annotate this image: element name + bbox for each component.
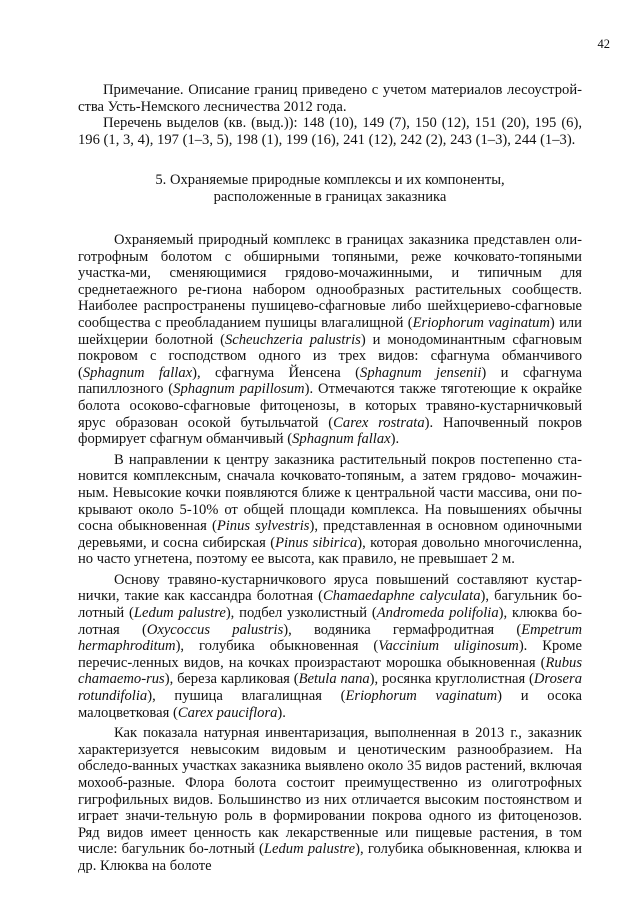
text-run: ), клюква бо-лотная ( xyxy=(78,605,582,638)
species-latin-name: Carex pauciflora xyxy=(177,704,278,721)
text-run: ), подбел узколистный ( xyxy=(225,605,377,622)
text-run: ). Кроме перечис-ленных видов, на кочках произрастают морошка обыкновенная ( xyxy=(78,638,583,671)
section-title-line-2: расположенные в границах заказника xyxy=(213,188,447,205)
text-run: ), водяника гермафродитная ( xyxy=(283,621,522,638)
text-run: ) и сфагнума папиллозного ( xyxy=(78,364,582,398)
page-number: 42 xyxy=(597,37,610,51)
text-run: ). xyxy=(390,431,400,448)
species-latin-name: Rubus chamaemo-rus xyxy=(78,654,582,688)
species-latin-name: Sphagnum jensenii xyxy=(360,364,482,381)
text-run: ), береза карликовая ( xyxy=(164,671,299,688)
species-latin-name: Empetrum hermaphroditum xyxy=(78,621,582,655)
body-paragraph xyxy=(78,232,582,448)
text-run: ). Отмечаются также тяготеющие к окрайке болота осоково-сфагновые фитоценозы, в которых травяно-кустарничковый ярус образован осокой бутыльчатой ( xyxy=(78,381,582,431)
species-latin-name: Sphagnum papillosum xyxy=(173,381,305,398)
species-latin-name: Eriophorum vaginatum xyxy=(345,688,498,705)
text-run: Охраняемый природный комплекс в границах заказника представлен оли-готрофным болотом с обширными топяными, реже кочковато-топяными участка-ми, сменяющимися грядово-мочажинными, и типичным для среднетаежного ре-гиона набором однообразных растительных сообществ. Наиболее распространены пушицево-сфагновые либо шейхцериево-сфагновые сообщества с преобладанием пушицы влагалищной ( xyxy=(78,232,582,331)
text-run: ). xyxy=(277,704,286,721)
species-latin-name: Carex rostrata xyxy=(333,414,425,431)
body-text xyxy=(78,232,582,879)
species-latin-name: Eriophorum vaginatum xyxy=(412,314,550,331)
body-paragraph xyxy=(78,725,582,874)
text-run: ). Напочвенный покров формирует сфагнум обманчивый ( xyxy=(78,414,582,448)
note-paragraph xyxy=(78,115,582,148)
section-title-line-1: 5. Охраняемые природные комплексы и их компоненты, xyxy=(155,172,505,188)
species-latin-name: Ledum palustre xyxy=(133,605,226,622)
species-latin-name: Betula nana xyxy=(298,671,370,688)
species-latin-name: Pinus sibirica xyxy=(275,534,358,551)
note-block xyxy=(78,82,582,148)
text-run: Перечень выделов (кв. (выд.)): 148 (10), 149 (7), 150 (12), 151 (20), 195 (6), 196 (1, 3, 4), 197 (1–3, 5), 198 (1), 199 (16), 241 (12), 242 (2), 243 (1–3), 244 (1–3). xyxy=(78,115,582,148)
text-run: ), представленная в основном одиночными деревьями, и сосна сибирская ( xyxy=(78,518,582,551)
text-run: Примечание. Описание границ приведено с учетом материалов лесоустрой-ства Усть-Немского лесничества 2012 года. xyxy=(78,82,582,115)
text-run: ), голубика обыкновенная, клюква и др. Клюква на болоте xyxy=(78,841,582,874)
section-heading xyxy=(78,172,582,205)
note-paragraph xyxy=(78,82,582,115)
species-latin-name: Pinus sylvestris xyxy=(216,518,310,535)
text-run: Основу травяно-кустарничкового яруса повышений составляют кустар-нички, такие как кассандра болотная ( xyxy=(78,571,582,605)
species-latin-name: Ledum palustre xyxy=(263,841,356,858)
species-latin-name: Oxycoccus palustris xyxy=(146,621,284,638)
species-latin-name: Andromeda polifolia xyxy=(376,605,499,622)
text-run: ), росянка круглолистная ( xyxy=(369,671,534,688)
species-latin-name: Sphagnum fallax xyxy=(82,364,193,381)
species-latin-name: Sphagnum fallax xyxy=(292,431,391,448)
body-paragraph xyxy=(78,452,582,568)
text-run: ), которая довольно многочисленна, но часто угнетена, поэтому ее высота, как правило, не превышает 2 м. xyxy=(78,534,583,568)
text-run: ), багульник бо-лотный ( xyxy=(78,588,582,622)
species-latin-name: Scheuchzeria palustris xyxy=(224,331,361,348)
species-latin-name: Vaccinium uliginosum xyxy=(378,638,519,655)
text-run: Как показала натурная инвентаризация, выполненная в 2013 г., заказник характеризуется невысоким видовым и ценотическим разнообразием. На обследо-ванных участках заказника выявлено около 35 видов растений, включая мохооб-разные. Флора болота состоит преимущественно из олиготрофных гигрофильных видов. Большинство из них отличается высоким постоянством и играет значи-тельную роль в формировании покрова одного из фитоценозов. Ряд видов имеет ценность как лекарственные или пищевые растения, в том числе: багульник бо-лотный ( xyxy=(78,725,582,858)
body-paragraph xyxy=(78,572,582,721)
text-run: ) и осока малоцветковая ( xyxy=(78,688,582,721)
text-run: ), сфагнума Йенсена ( xyxy=(192,364,361,381)
text-run: ) или шейхцерии болотной ( xyxy=(78,314,582,348)
text-run: ), голубика обыкновенная ( xyxy=(175,638,379,655)
text-run: ) и монодоминантным сфагновым покровом с господством одного из трех видов: сфагнума обманчивого ( xyxy=(78,331,582,381)
species-latin-name: Drosera rotundifolia xyxy=(78,671,582,705)
text-run: В направлении к центру заказника растительный покров постепенно ста-новится комплексным, сначала кочковато-топяным, а затем грядово- мочажин-ным. Невысокие кочки появляются ближе к центральной части массива, они по-крывают около 5-10% от общей площади комплекса. На повышениях обычны сосна обыкновенная ( xyxy=(78,451,582,535)
species-latin-name: Chamaedaphne calyculata xyxy=(323,588,481,605)
text-run: ), пушица влагалищная ( xyxy=(147,688,346,705)
